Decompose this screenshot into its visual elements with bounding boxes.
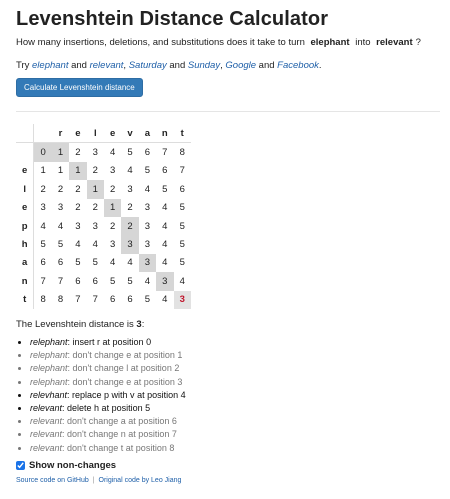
example-link-elephant[interactable]: elephant bbox=[32, 60, 69, 71]
matrix-cell: 3 bbox=[57, 202, 64, 214]
examples-prefix: Try bbox=[16, 60, 30, 71]
matrix-cell: 4 bbox=[57, 220, 64, 232]
matrix-cell: 5 bbox=[179, 239, 185, 251]
matrix-cell: 8 bbox=[57, 294, 64, 306]
matrix-cell: 4 bbox=[162, 239, 168, 251]
matrix-cell: 2 bbox=[92, 202, 98, 214]
matrix-cell: 8 bbox=[179, 147, 185, 159]
step-description: : delete h at position 5 bbox=[62, 402, 151, 413]
matrix-col-header: v bbox=[121, 124, 138, 143]
step-word: relevant bbox=[30, 416, 63, 427]
matrix-cell: 1 bbox=[57, 165, 64, 177]
matrix-cell: 3 bbox=[110, 239, 116, 251]
matrix-cell: 5 bbox=[110, 275, 116, 287]
matrix-cell: 4 bbox=[162, 294, 168, 306]
question-prefix: How many insertions, deletions, and substitutions does it take to turn bbox=[16, 37, 305, 48]
example-link-facebook[interactable]: Facebook bbox=[277, 60, 319, 71]
matrix-cell: 5 bbox=[92, 257, 98, 269]
edit-step bbox=[30, 402, 440, 415]
matrix-cell: 2 bbox=[110, 183, 116, 195]
step-word: relevhant bbox=[30, 389, 68, 400]
matrix-cell: 6 bbox=[40, 257, 46, 269]
matrix-cell: 2 bbox=[110, 220, 116, 232]
step-description: : don't change e at position 3 bbox=[67, 376, 183, 387]
divider bbox=[16, 111, 440, 112]
matrix-cell: 5 bbox=[162, 183, 168, 195]
matrix-cell: 4 bbox=[179, 275, 185, 287]
matrix-row-header: p bbox=[16, 217, 34, 235]
show-nonchanges-label: Show non-changes bbox=[29, 459, 117, 471]
question-text bbox=[16, 37, 440, 48]
matrix-row-header: l bbox=[16, 180, 34, 198]
matrix-cell: 6 bbox=[179, 183, 185, 195]
matrix-cell: 3 bbox=[121, 235, 138, 253]
page-container bbox=[16, 0, 440, 484]
examples-end: . bbox=[318, 60, 322, 71]
step-word: relevant bbox=[30, 442, 63, 453]
matrix-row-header: a bbox=[16, 254, 34, 272]
matrix-cell: 5 bbox=[40, 239, 46, 251]
matrix-cell: 2 bbox=[92, 165, 98, 177]
matrix-cell: 4 bbox=[127, 257, 133, 269]
edit-step bbox=[30, 415, 440, 428]
matrix-cell: 4 bbox=[92, 239, 98, 251]
matrix-cell: 4 bbox=[162, 202, 168, 214]
matrix-cell: 6 bbox=[162, 165, 168, 177]
matrix-cell: 2 bbox=[127, 202, 133, 214]
matrix-row bbox=[16, 235, 191, 253]
step-word: relevant bbox=[30, 402, 63, 413]
step-word: relephant bbox=[30, 376, 68, 387]
result-line bbox=[16, 319, 440, 330]
matrix-cell: 2 bbox=[75, 202, 81, 214]
show-nonchanges-checkbox[interactable] bbox=[16, 461, 25, 470]
matrix-cell: 1 bbox=[69, 162, 86, 180]
matrix-cell: 2 bbox=[121, 217, 138, 235]
examples-and: and bbox=[258, 60, 275, 71]
matrix-cell: 5 bbox=[179, 220, 185, 232]
matrix-col-header: n bbox=[156, 124, 173, 143]
matrix-col-header: e bbox=[69, 124, 86, 143]
source-code-link[interactable]: Source code on GitHub bbox=[16, 476, 89, 484]
matrix-row bbox=[16, 162, 191, 180]
matrix-cell: 3 bbox=[156, 272, 173, 290]
matrix-cell: 2 bbox=[75, 183, 81, 195]
matrix-cell: 3 bbox=[144, 202, 151, 214]
question-middle: into bbox=[355, 37, 371, 48]
edit-step bbox=[30, 428, 440, 441]
example-link-saturday[interactable]: Saturday bbox=[128, 60, 167, 71]
matrix-cell: 5 bbox=[127, 275, 133, 287]
examples-sep: , bbox=[220, 60, 223, 71]
step-description: : replace p with v at position 4 bbox=[67, 389, 186, 400]
example-link-relevant[interactable]: relevant bbox=[89, 60, 124, 71]
matrix-cell: 5 bbox=[144, 165, 151, 177]
matrix-cell: 5 bbox=[179, 257, 185, 269]
examples-and: and bbox=[169, 60, 186, 71]
matrix-corner bbox=[16, 124, 34, 143]
matrix-cell: 1 bbox=[104, 199, 121, 217]
matrix-cell: 1 bbox=[40, 165, 46, 177]
matrix-cell: 6 bbox=[127, 294, 133, 306]
matrix-cell: 6 bbox=[92, 275, 98, 287]
matrix-cell: 5 bbox=[179, 202, 185, 214]
matrix-cell: 3 bbox=[110, 165, 116, 177]
examples-line bbox=[16, 60, 440, 71]
matrix-cell: 7 bbox=[75, 294, 81, 306]
matrix-cell: 7 bbox=[40, 275, 46, 287]
matrix-cell: 7 bbox=[57, 275, 64, 287]
distance-matrix bbox=[16, 124, 191, 309]
matrix-cell: 1 bbox=[87, 180, 104, 198]
matrix-cell: 5 bbox=[144, 294, 151, 306]
edit-step bbox=[30, 389, 440, 402]
matrix-cell: 4 bbox=[144, 275, 151, 287]
step-description: : don't change e at position 1 bbox=[67, 350, 183, 361]
matrix-row-header: t bbox=[16, 291, 34, 309]
matrix-cell: 4 bbox=[40, 220, 46, 232]
step-description: : don't change t at position 8 bbox=[62, 442, 175, 453]
matrix-row bbox=[16, 217, 191, 235]
question-suffix: ? bbox=[415, 37, 421, 48]
result-value: 3 bbox=[136, 318, 142, 330]
matrix-cell: 5 bbox=[127, 147, 133, 159]
matrix-row-header: h bbox=[16, 235, 34, 253]
source-word: elephant bbox=[310, 37, 350, 48]
matrix-cell: 6 bbox=[144, 147, 151, 159]
matrix-cell: 2 bbox=[75, 147, 81, 159]
matrix-cell: 3 bbox=[127, 183, 133, 195]
matrix-cell: 7 bbox=[92, 294, 98, 306]
matrix-cell: 0 bbox=[34, 143, 52, 162]
matrix-cell: 6 bbox=[110, 294, 116, 306]
matrix-row bbox=[16, 180, 191, 198]
page-title: Levenshtein Distance Calculator bbox=[16, 8, 329, 30]
step-word: relephant bbox=[30, 350, 68, 361]
show-nonchanges-toggle[interactable] bbox=[16, 460, 440, 471]
matrix-cell: 4 bbox=[110, 257, 116, 269]
matrix-cell: 3 bbox=[139, 254, 156, 272]
edit-step bbox=[30, 442, 440, 455]
matrix-cell: 5 bbox=[57, 239, 64, 251]
step-word: relevant bbox=[30, 429, 63, 440]
matrix-cell: 4 bbox=[75, 239, 81, 251]
step-description: : don't change a at position 6 bbox=[62, 416, 177, 427]
footer-separator: | bbox=[92, 476, 95, 484]
matrix-cell: 2 bbox=[57, 183, 64, 195]
edit-step bbox=[30, 362, 440, 375]
matrix-cell: 8 bbox=[40, 294, 46, 306]
matrix-cell: 5 bbox=[75, 257, 81, 269]
matrix-cell: 3 bbox=[144, 239, 151, 251]
matrix-row bbox=[16, 199, 191, 217]
result-suffix: : bbox=[141, 318, 145, 330]
matrix-row-header bbox=[16, 143, 34, 162]
matrix-row bbox=[16, 291, 191, 309]
edit-step bbox=[30, 336, 440, 349]
matrix-col-header: r bbox=[52, 124, 69, 143]
matrix-cell: 6 bbox=[75, 275, 81, 287]
step-word: relephant bbox=[30, 363, 68, 374]
matrix-col-header: l bbox=[87, 124, 104, 143]
matrix-cell: 3 bbox=[174, 291, 191, 309]
matrix-row bbox=[16, 272, 191, 290]
matrix-cell: 3 bbox=[144, 220, 151, 232]
matrix-cell: 1 bbox=[52, 143, 69, 162]
matrix-col-header: a bbox=[139, 124, 156, 143]
matrix-cell: 4 bbox=[110, 147, 116, 159]
step-description: : don't change n at position 7 bbox=[62, 429, 177, 440]
edit-step bbox=[30, 376, 440, 389]
matrix-cell: 7 bbox=[162, 147, 168, 159]
matrix-cell: 3 bbox=[92, 220, 98, 232]
target-word: relevant bbox=[376, 37, 413, 48]
calculate-button[interactable]: Calculate Levenshtein distance bbox=[16, 78, 143, 97]
matrix-cell: 4 bbox=[144, 183, 151, 195]
step-description: : don't change l at position 2 bbox=[67, 363, 180, 374]
step-description: : insert r at position 0 bbox=[67, 336, 152, 347]
example-link-sunday[interactable]: Sunday bbox=[187, 60, 221, 71]
matrix-row-header: e bbox=[16, 162, 34, 180]
edit-step bbox=[30, 349, 440, 362]
matrix-row bbox=[16, 254, 191, 272]
original-code-link[interactable]: Original code by Leo Jiang bbox=[98, 476, 182, 484]
matrix-cell: 3 bbox=[75, 220, 81, 232]
matrix-row bbox=[16, 143, 191, 162]
edit-steps-list bbox=[16, 336, 440, 455]
matrix-col-header: e bbox=[104, 124, 121, 143]
matrix-cell: 2 bbox=[40, 183, 46, 195]
example-link-google[interactable]: Google bbox=[225, 60, 257, 71]
step-word: relephant bbox=[30, 336, 68, 347]
matrix-cell: 3 bbox=[92, 147, 98, 159]
result-prefix: The Levenshtein distance is bbox=[16, 318, 134, 330]
examples-and: and bbox=[71, 60, 87, 71]
matrix-cell: 4 bbox=[127, 165, 133, 177]
matrix-cell: 7 bbox=[179, 165, 185, 177]
matrix-cell: 4 bbox=[162, 220, 168, 232]
matrix-cell: 3 bbox=[40, 202, 46, 214]
matrix-row-header: e bbox=[16, 199, 34, 217]
matrix-row-header: n bbox=[16, 272, 34, 290]
matrix-cell: 4 bbox=[162, 257, 168, 269]
examples-sep: , bbox=[123, 60, 127, 71]
footer bbox=[16, 477, 440, 484]
matrix-col-header-empty bbox=[34, 124, 52, 143]
matrix-col-header: t bbox=[174, 124, 191, 143]
matrix-cell: 6 bbox=[57, 257, 64, 269]
